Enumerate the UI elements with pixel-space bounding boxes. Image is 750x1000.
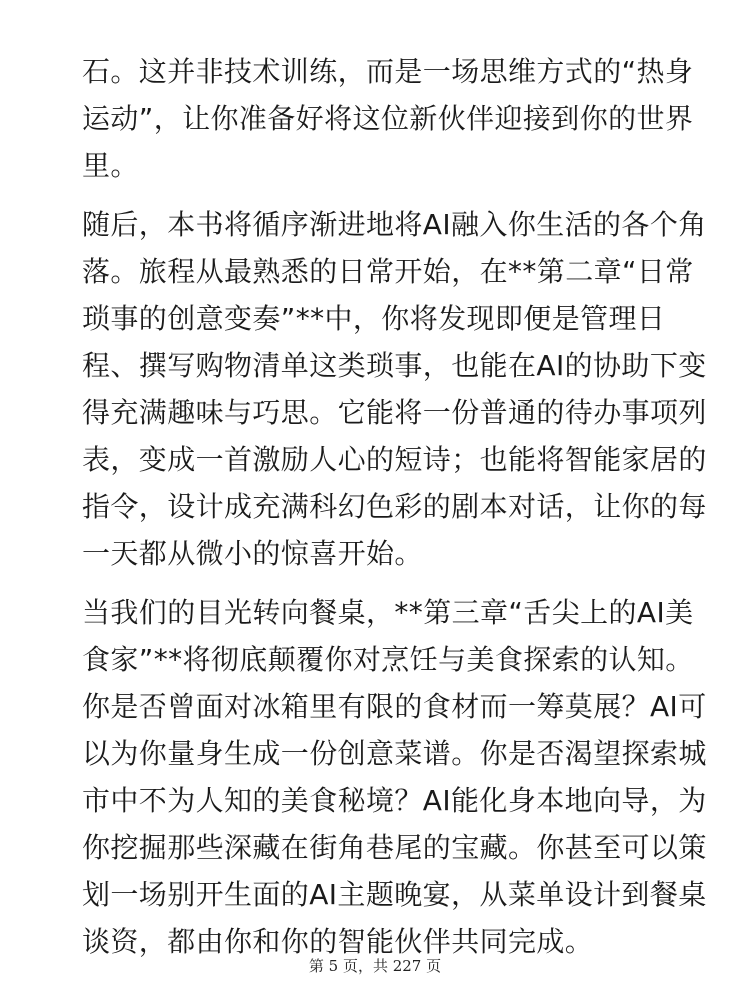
paragraph-2-line-1: 随后，本书将循序渐进地将AI融入你生活的各个角 bbox=[82, 208, 707, 241]
paragraph-3-line-5: 市中不为人知的美食秘境？AI能化身本地向导，为 bbox=[82, 784, 707, 817]
page-number-footer: 第 5 页，共 227 页 bbox=[308, 957, 442, 975]
paragraph-3-line-1: 当我们的目光转向餐桌，**第三章“舌尖上的AI美 bbox=[82, 596, 694, 629]
paragraph-1-line-2: 运动”，让你准备好将这位新伙伴迎接到你的世界 bbox=[82, 102, 694, 135]
paragraph-2-line-8: 一天都从微小的惊喜开始。 bbox=[82, 537, 423, 570]
paragraph-3-line-8: 谈资，都由你和你的智能伙伴共同完成。 bbox=[82, 925, 594, 958]
paragraph-3-line-6: 你挖掘那些深藏在街角巷尾的宝藏。你甚至可以策 bbox=[82, 831, 707, 864]
paragraph-3-line-3: 你是否曾面对冰箱里有限的食材而一筹莫展？AI可 bbox=[82, 690, 707, 723]
paragraph-3-line-2: 食家”**将彻底颠覆你对烹饪与美食探索的认知。 bbox=[82, 643, 694, 676]
paragraph-2-line-4: 程、撰写购物清单这类琐事，也能在AI的协助下变 bbox=[82, 349, 707, 382]
paragraph-3-line-4: 以为你量身生成一份创意菜谱。你是否渴望探索城 bbox=[82, 737, 707, 770]
paragraph-1-line-3: 里。 bbox=[82, 149, 139, 182]
paragraph-3-line-7: 划一场别开生面的AI主题晚宴，从菜单设计到餐桌 bbox=[82, 878, 707, 911]
paragraph-2-line-2: 落。旅程从最熟悉的日常开始，在**第二章“日常 bbox=[82, 255, 694, 288]
paragraph-2-line-5: 得充满趣味与巧思。它能将一份普通的待办事项列 bbox=[82, 396, 707, 429]
paragraph-1-line-1: 石。这并非技术训练，而是一场思维方式的“热身 bbox=[82, 55, 694, 88]
paragraph-2-line-6: 表，变成一首激励人心的短诗；也能将智能家居的 bbox=[82, 443, 707, 476]
paragraph-2-line-7: 指令，设计成充满科幻色彩的剧本对话，让你的每 bbox=[82, 490, 707, 523]
paragraph-2-line-3: 琐事的创意变奏”**中，你将发现即便是管理日 bbox=[82, 302, 666, 335]
